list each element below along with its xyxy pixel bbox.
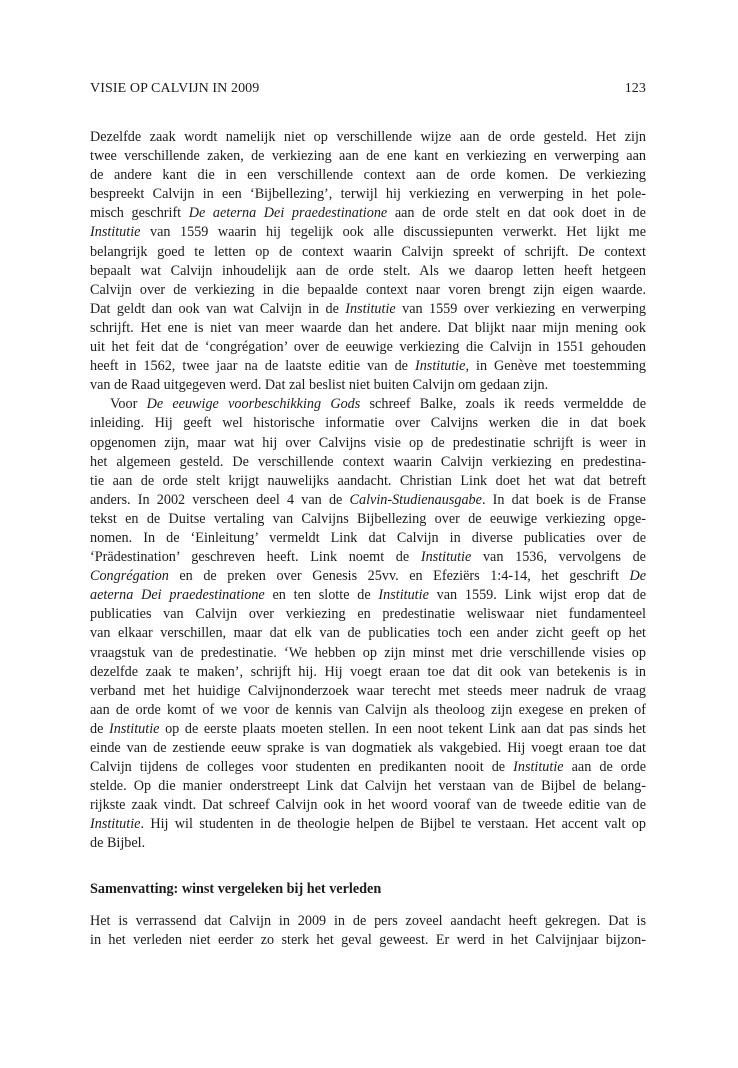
text-line: rijkste zaak vindt. Dat schreef Calvijn ook in het woord vooraf van de tweede editie van de: [90, 797, 646, 814]
text-line: van elkaar verschillen, maar dat elk van de publicaties toch een ander zicht geeft op het: [90, 625, 646, 642]
text-line: de andere kant die in een verschillende context aan de orde komen. De verkiezing: [90, 167, 646, 184]
text-line: twee verschillende zaken, de verkiezing aan de ene kant en verkiezing en verwerping aan: [90, 148, 646, 165]
italic-title: Institutie: [90, 816, 141, 833]
text-line: Congrégation en de preken over Genesis 25vv. en Efeziërs 1:4-14, het geschrift De: [90, 568, 646, 585]
running-title: VISIE OP CALVIJN IN 2009: [90, 81, 260, 96]
text-line: in het verleden niet eerder zo sterk het geval geweest. Er werd in het Calvijnjaar bijzon-: [90, 931, 646, 948]
text-line: aan de orde komt of we voor de kennis van Calvijn als theoloog zijn exegese en preken of: [90, 701, 646, 718]
italic-title: De eeuwige voorbeschikking Gods: [146, 396, 361, 413]
text-line: Het is verrassend dat Calvijn in 2009 in de pers zoveel aandacht heeft gekregen. Dat is: [90, 912, 646, 929]
text-line: tie aan de orde stelt krijgt nauwelijks aandacht. Christian Link doet het wat dat betreft: [90, 472, 646, 489]
text-line: schrijft. Het ene is niet van meer waarde dan het andere. Dat blijkt naar mijn mening ook: [90, 319, 646, 336]
text-line: Dezelfde zaak wordt namelijk niet op verschillende wijze aan de orde gesteld. Het zijn: [90, 129, 646, 145]
text-line: nomen. In de ‘Einleitung’ vermeldt Link dat Calvijn in diverse publicaties over de: [90, 529, 646, 546]
text-line: de Bijbel.: [90, 835, 146, 852]
text-line: Dat geldt dan ook van wat Calvijn in de Institutie van 1559 over verkiezing en verwerping: [90, 300, 646, 317]
text-line: anders. In 2002 verscheen deel 4 van de Calvin-Studienausgabe. In dat boek is de Franse: [90, 491, 646, 508]
text-line: Voor De eeuwige voorbeschikking Gods schreef Balke, zoals ik reeds vermeldde de: [110, 396, 646, 413]
text-line: Calvijn over de verkiezing in die bepaalde context naar voren brengt zijn eigen waarde.: [90, 281, 646, 298]
paragraph-2: [90, 395, 646, 853]
italic-title: aeterna Dei praedestinatione: [90, 587, 265, 604]
paragraph-3: [90, 912, 646, 950]
italic-title: Institutie: [345, 300, 396, 317]
text-line: het algemeen gesteld. De verschillende context waarin Calvijn verkiezing en predestina-: [90, 453, 646, 470]
italic-title: Institutie: [90, 224, 141, 241]
text-line: Institutie. Hij wil studenten in de theologie helpen de Bijbel te verstaan. Het accent valt op: [90, 816, 646, 833]
text-line: vraagstuk van de predestinatie. ‘We hebben op zijn minst met drie verschillende visies op: [90, 644, 646, 661]
text-line: Calvijn tijdens de colleges voor studenten en predikanten nooit de Institutie aan de orde: [90, 759, 646, 776]
italic-title: De: [629, 568, 646, 585]
italic-title: Institutie: [414, 358, 466, 375]
text-line: ‘Prädestination’ geschreven heeft. Link noemt de Institutie van 1536, vervolgens de: [90, 549, 646, 566]
text-line: de Institutie op de eerste plaats moeten stellen. In een noot tekent Link aan dat pas sinds het: [90, 720, 646, 737]
italic-title: De aeterna Dei praedestinatione: [188, 205, 388, 222]
italic-title: Calvin-Studienausgabe: [349, 491, 482, 508]
text-line: einde van de zestiende eeuw sprake is van dogmatiek als vakgebied. Hij voegt eraan toe dat: [90, 740, 646, 756]
text-line: bepaalt wat Calvijn inhoudelijk aan de orde stelt. Als we daarop letten heeft hetgeen: [90, 262, 646, 279]
text-line: belangrijk goed te letten op de context waarin Calvijn spreekt of schrijft. De context: [90, 243, 646, 260]
text-line: tekst en de Duitse vertaling van Calvijns Bijbellezing over de eeuwige verkiezing opge-: [90, 510, 646, 527]
italic-title: Institutie: [513, 759, 564, 776]
text-line: uit het feit dat de ‘congrégation’ over de eeuwige verkiezing die Calvijn in 1551 gehouden: [90, 339, 646, 356]
text-line: verband met het huidige Calvijnonderzoek waar terecht met steeds meer nadruk de vraag: [90, 682, 646, 699]
text-line: heeft in 1562, twee jaar na de laatste editie van de Institutie, in Genève met toestemming: [90, 358, 646, 375]
text-line: misch geschrift De aeterna Dei praedestinatione aan de orde stelt en dat ook doet in de: [90, 205, 646, 222]
text-line: inleiding. Hij geeft wel historische informatie over Calvijns werken die in dat boek: [90, 415, 646, 432]
body-text: [90, 128, 646, 950]
text-line: van de Raad uitgegeven werd. Dat zal beslist niet buiten Calvijn om gedaan zijn.: [90, 377, 549, 394]
italic-title: Congrégation: [90, 568, 169, 585]
italic-title: Institutie: [109, 720, 160, 737]
text-line: dezelfde zaak te maken’, schrijft hij. Hij voegt eraan toe dat dit ook van betekenis is in: [90, 663, 646, 680]
running-header: [90, 80, 646, 98]
text-line: bespreekt Calvijn in een ‘Bijbellezing’, terwijl hij verkiezing en verwerping in het pole-: [90, 186, 646, 203]
section-heading: Samenvatting: winst vergeleken bij het verleden: [90, 880, 382, 897]
text-line: opgenomen zijn, maar wat hij over Calvijns visie op de predestinatie schrijft is weer in: [90, 434, 646, 451]
text-line: Institutie van 1559 waarin hij tegelijk ook alle discussiepunten verwerkt. Het lijkt me: [90, 224, 646, 241]
italic-title: Institutie: [420, 549, 472, 566]
text-line: aeterna Dei praedestinatione en ten slotte de Institutie van 1559. Link wijst erop dat de: [90, 587, 646, 604]
paragraph-1: [90, 128, 646, 395]
text-line: stelde. Op die manier onderstreept Link dat Calvijn het verstaan van de Bijbel de belang-: [90, 778, 646, 795]
page-number: 123: [624, 81, 646, 96]
text-line: publicaties van Calvijn over verkiezing en predestinatie weliswaar niet fundamenteel: [90, 606, 646, 623]
italic-title: Institutie: [378, 587, 429, 604]
